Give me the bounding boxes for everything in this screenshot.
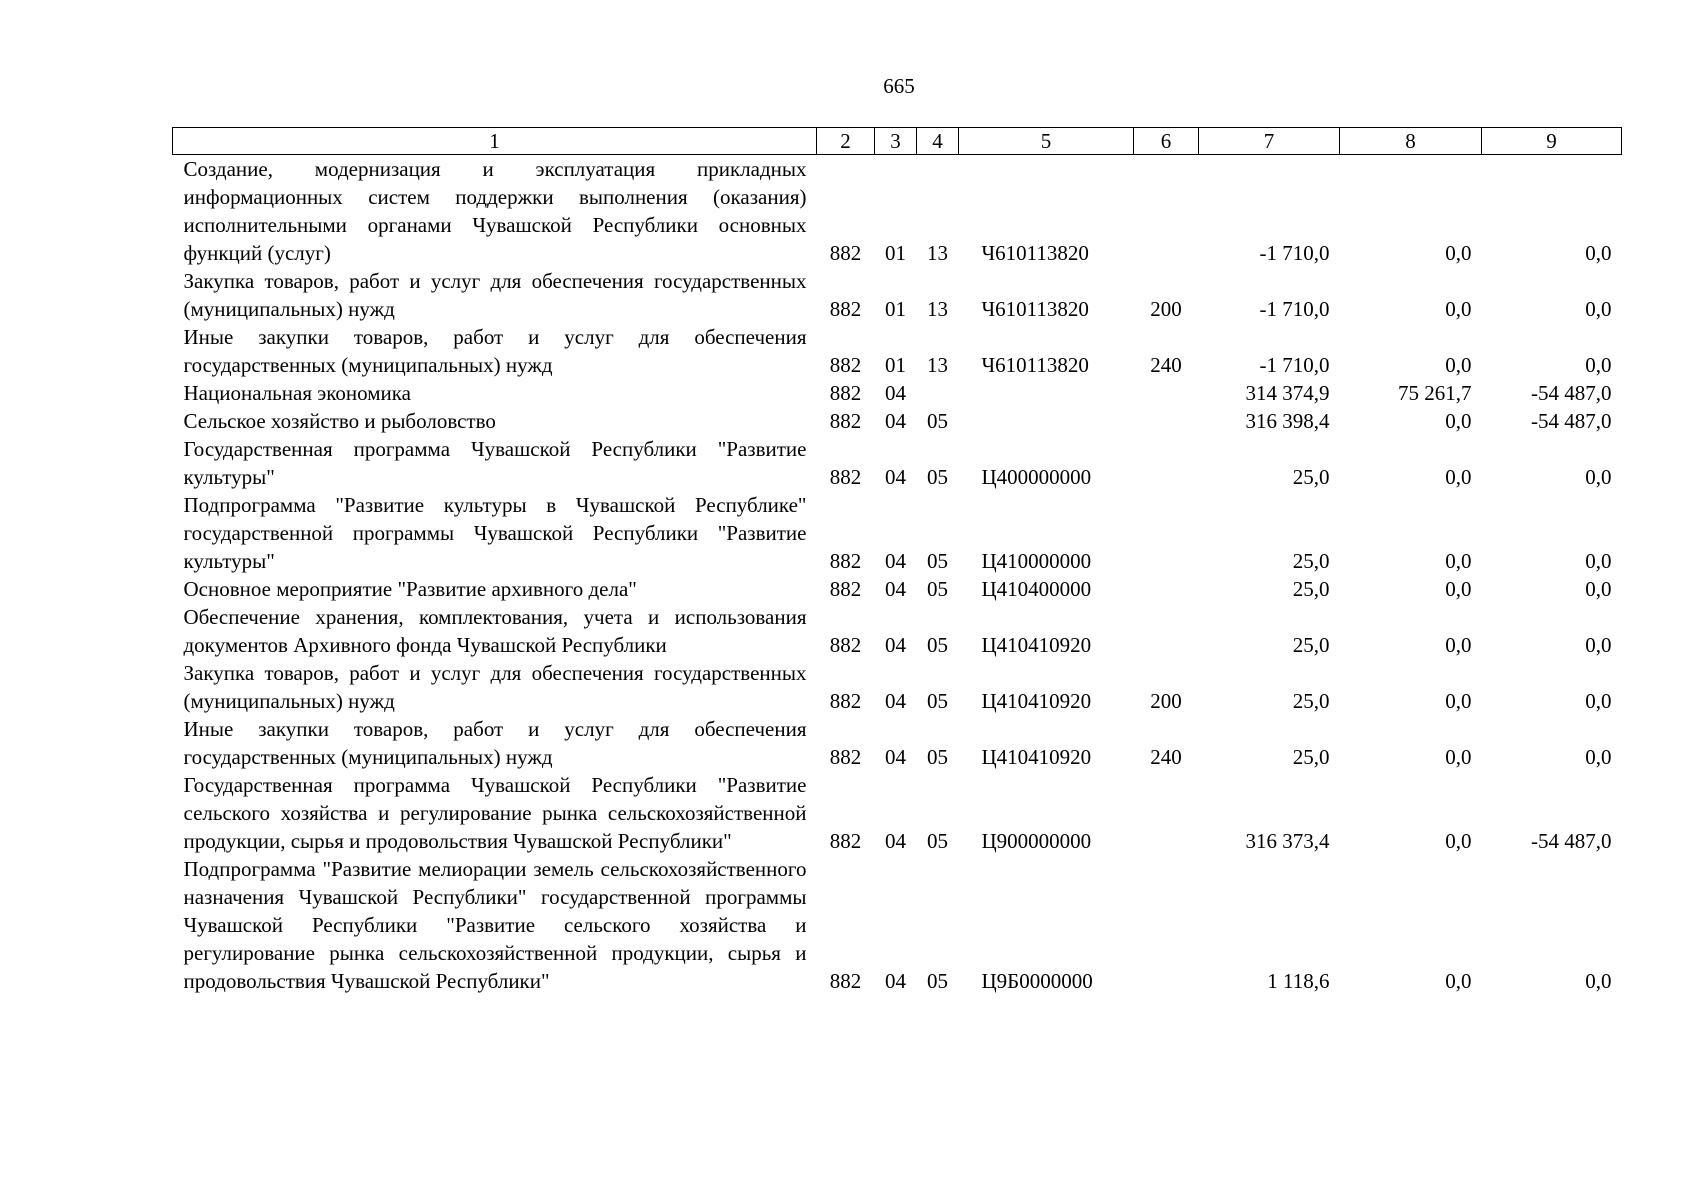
cell-amount-8: 0,0 <box>1445 969 1472 993</box>
cell-amount-9: -54 487,0 <box>1531 829 1612 853</box>
header-row <box>173 128 1622 155</box>
cell-subsection: 05 <box>927 969 948 993</box>
cell-subsection: 05 <box>927 745 948 769</box>
row-name: Обеспечение хранения, комплектования, учета и использования документов Архивного фонда Чувашской Республики <box>183 605 807 657</box>
cell-admin-code: 882 <box>829 465 862 489</box>
cell-target-article: Ц900000000 <box>981 829 1092 853</box>
cell-amount-7: 314 374,9 <box>1245 381 1330 405</box>
row-name: Государственная программа Чувашской Республики "Развитие сельского хозяйства и регулирование рынка сельскохозяйственной продукции, сырья и продовольствия Чувашской Республики" <box>183 773 807 853</box>
table-row <box>173 715 1622 771</box>
cell-amount-8: 0,0 <box>1445 577 1472 601</box>
cell-amount-8: 0,0 <box>1445 829 1472 853</box>
cell-amount-8: 0,0 <box>1445 549 1472 573</box>
cell-amount-7: -1 710,0 <box>1259 241 1330 265</box>
cell-amount-7: 1 118,6 <box>1267 969 1330 993</box>
cell-amount-8: 0,0 <box>1445 633 1472 657</box>
cell-target-article: Ц9Б0000000 <box>981 969 1093 993</box>
column-header-8: 8 <box>1340 128 1482 155</box>
cell-amount-7: 25,0 <box>1292 577 1330 601</box>
cell-section: 04 <box>885 745 906 769</box>
row-name: Иные закупки товаров, работ и услуг для обеспечения государственных (муниципальных) нужд <box>183 717 807 769</box>
cell-amount-9: 0,0 <box>1585 745 1612 769</box>
cell-admin-code: 882 <box>829 969 862 993</box>
cell-amount-7: -1 710,0 <box>1259 297 1330 321</box>
cell-admin-code: 882 <box>829 689 862 713</box>
cell-amount-8: 0,0 <box>1445 689 1472 713</box>
cell-amount-9: 0,0 <box>1585 689 1612 713</box>
cell-subsection: 05 <box>927 409 948 433</box>
cell-subsection: 05 <box>927 549 948 573</box>
cell-amount-9: 0,0 <box>1585 297 1612 321</box>
cell-expense-type <box>1134 575 1199 603</box>
cell-amount-8: 0,0 <box>1445 745 1472 769</box>
cell-subsection: 05 <box>927 465 948 489</box>
cell-amount-9: 0,0 <box>1585 577 1612 601</box>
cell-admin-code: 882 <box>829 409 862 433</box>
table-row <box>173 155 1622 268</box>
cell-section: 04 <box>885 633 906 657</box>
cell-amount-7: -1 710,0 <box>1259 353 1330 377</box>
cell-amount-9: 0,0 <box>1585 633 1612 657</box>
cell-section: 04 <box>885 465 906 489</box>
cell-section: 01 <box>885 241 906 265</box>
cell-target-article: Ц410400000 <box>981 577 1092 601</box>
table-row <box>173 267 1622 323</box>
cell-admin-code: 882 <box>829 549 862 573</box>
row-name: Национальная экономика <box>183 381 411 405</box>
cell-subsection <box>917 379 959 407</box>
column-header-5: 5 <box>959 128 1134 155</box>
row-name: Подпрограмма "Развитие мелиорации земель сельскохозяйственного назначения Чувашской Республики" государственной программы Чувашской Республики "Развитие сельского хозяйства и регулирование рынка сельскохозяйственной продукции, сырья и продовольствия Чувашской Республики" <box>183 857 807 993</box>
cell-section: 04 <box>885 409 906 433</box>
cell-admin-code: 882 <box>829 381 862 405</box>
column-header-4: 4 <box>917 128 959 155</box>
cell-target-article: Ч610113820 <box>981 241 1089 265</box>
cell-admin-code: 882 <box>829 633 862 657</box>
cell-section: 04 <box>885 829 906 853</box>
cell-amount-9: -54 487,0 <box>1531 409 1612 433</box>
column-header-1: 1 <box>173 128 817 155</box>
cell-section: 04 <box>885 381 906 405</box>
cell-amount-7: 25,0 <box>1292 689 1330 713</box>
cell-subsection: 13 <box>927 297 948 321</box>
cell-amount-7: 316 398,4 <box>1245 409 1330 433</box>
cell-subsection: 05 <box>927 689 948 713</box>
cell-target-article: Ц410410920 <box>981 689 1092 713</box>
row-name: Государственная программа Чувашской Республики "Развитие культуры" <box>183 437 807 489</box>
cell-section: 04 <box>885 549 906 573</box>
table-row <box>173 771 1622 855</box>
cell-amount-8: 0,0 <box>1445 241 1472 265</box>
cell-expense-type <box>1134 407 1199 435</box>
cell-amount-8: 75 261,7 <box>1398 381 1472 405</box>
cell-admin-code: 882 <box>829 577 862 601</box>
cell-amount-8: 0,0 <box>1445 297 1472 321</box>
cell-expense-type <box>1134 771 1199 855</box>
cell-target-article: Ц410410920 <box>981 633 1092 657</box>
column-header-3: 3 <box>875 128 917 155</box>
cell-expense-type: 200 <box>1150 297 1182 321</box>
column-header-9: 9 <box>1482 128 1622 155</box>
row-name: Сельское хозяйство и рыболовство <box>183 409 496 433</box>
cell-target-article <box>959 379 1134 407</box>
cell-target-article: Ц400000000 <box>981 465 1092 489</box>
cell-amount-9: 0,0 <box>1585 549 1612 573</box>
budget-table <box>172 127 1622 995</box>
table-row <box>173 435 1622 491</box>
row-name: Закупка товаров, работ и услуг для обеспечения государственных (муниципальных) нужд <box>183 269 807 321</box>
cell-admin-code: 882 <box>829 353 862 377</box>
cell-section: 01 <box>885 297 906 321</box>
cell-section: 04 <box>885 689 906 713</box>
table-row <box>173 603 1622 659</box>
cell-admin-code: 882 <box>829 829 862 853</box>
column-header-2: 2 <box>817 128 875 155</box>
table-row <box>173 379 1622 407</box>
cell-expense-type: 200 <box>1150 689 1182 713</box>
cell-amount-9: 0,0 <box>1585 465 1612 489</box>
row-name: Иные закупки товаров, работ и услуг для обеспечения государственных (муниципальных) нужд <box>183 325 807 377</box>
cell-amount-9: 0,0 <box>1585 353 1612 377</box>
cell-expense-type <box>1134 603 1199 659</box>
cell-target-article: Ц410000000 <box>981 549 1092 573</box>
column-header-6: 6 <box>1134 128 1199 155</box>
table-body <box>173 155 1622 996</box>
page-number: 665 <box>883 74 915 98</box>
row-name: Создание, модернизация и эксплуатация прикладных информационных систем поддержки выполнения (оказания) исполнительными органами Чувашской Республики основных функций (услуг) <box>183 157 807 265</box>
cell-target-article <box>959 407 1134 435</box>
cell-expense-type: 240 <box>1150 353 1182 377</box>
cell-expense-type <box>1134 491 1199 575</box>
table-row <box>173 659 1622 715</box>
cell-expense-type <box>1134 435 1199 491</box>
cell-admin-code: 882 <box>829 241 862 265</box>
cell-subsection: 05 <box>927 577 948 601</box>
cell-subsection: 13 <box>927 353 948 377</box>
cell-target-article: Ц410410920 <box>981 745 1092 769</box>
table-row <box>173 855 1622 995</box>
row-name: Подпрограмма "Развитие культуры в Чувашской Республике" государственной программы Чувашской Республики "Развитие культуры" <box>183 493 807 573</box>
cell-amount-7: 25,0 <box>1292 633 1330 657</box>
cell-amount-8: 0,0 <box>1445 409 1472 433</box>
cell-amount-9: -54 487,0 <box>1531 381 1612 405</box>
cell-expense-type <box>1134 855 1199 995</box>
cell-target-article: Ч610113820 <box>981 297 1089 321</box>
cell-amount-7: 316 373,4 <box>1245 829 1330 853</box>
cell-section: 04 <box>885 577 906 601</box>
cell-amount-7: 25,0 <box>1292 549 1330 573</box>
table-row <box>173 491 1622 575</box>
cell-subsection: 13 <box>927 241 948 265</box>
cell-admin-code: 882 <box>829 297 862 321</box>
cell-admin-code: 882 <box>829 745 862 769</box>
cell-expense-type: 240 <box>1150 745 1182 769</box>
cell-amount-7: 25,0 <box>1292 465 1330 489</box>
table-row <box>173 575 1622 603</box>
cell-subsection: 05 <box>927 829 948 853</box>
cell-amount-9: 0,0 <box>1585 969 1612 993</box>
cell-section: 01 <box>885 353 906 377</box>
row-name: Закупка товаров, работ и услуг для обеспечения государственных (муниципальных) нужд <box>183 661 807 713</box>
cell-subsection: 05 <box>927 633 948 657</box>
cell-expense-type <box>1134 379 1199 407</box>
cell-amount-7: 25,0 <box>1292 745 1330 769</box>
column-header-7: 7 <box>1199 128 1340 155</box>
cell-amount-8: 0,0 <box>1445 353 1472 377</box>
cell-target-article: Ч610113820 <box>981 353 1089 377</box>
cell-amount-9: 0,0 <box>1585 241 1612 265</box>
table-row <box>173 407 1622 435</box>
cell-section: 04 <box>885 969 906 993</box>
table-row <box>173 323 1622 379</box>
row-name: Основное мероприятие "Развитие архивного дела" <box>183 577 637 601</box>
cell-expense-type <box>1134 155 1199 268</box>
cell-amount-8: 0,0 <box>1445 465 1472 489</box>
